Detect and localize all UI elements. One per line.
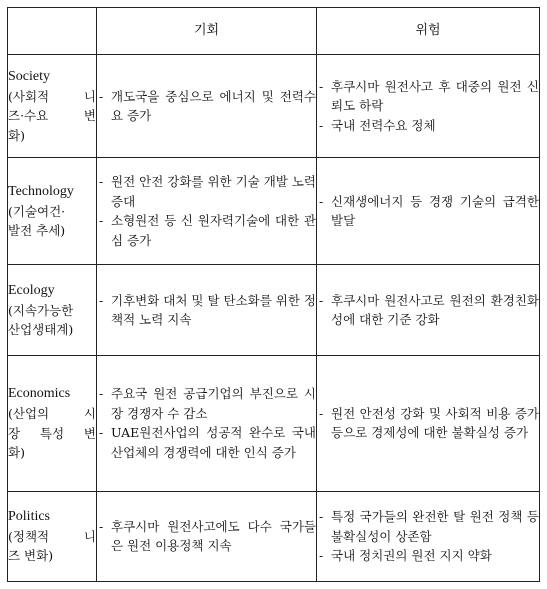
opportunity-list — [97, 291, 316, 330]
opportunity-list — [97, 517, 316, 556]
category-korean-line: 화) — [8, 127, 25, 143]
opportunity-item: - 주요국 원전 공급기업의 부진으로 시장 경쟁자 수 감소 — [97, 384, 316, 423]
opportunity-cell — [97, 55, 317, 158]
header-opportunity: 기회 — [97, 8, 317, 55]
threat-item: - 후쿠시마 원전사고로 원전의 환경친화성에 대한 기준 강화 — [317, 291, 539, 330]
header-threat: 위험 — [317, 8, 540, 55]
category-cell — [8, 491, 97, 581]
category-korean-line: 즈·수요 변 — [8, 108, 96, 124]
category-cell — [8, 355, 97, 491]
category-english: Technology — [8, 183, 74, 199]
threat-cell — [317, 491, 540, 581]
table-row — [8, 491, 540, 581]
category-korean — [8, 527, 96, 566]
table-row — [8, 355, 540, 491]
category-cell — [8, 158, 97, 265]
category-cell — [8, 265, 97, 355]
threat-item: - 신재생에너지 등 경쟁 기술의 급격한 발달 — [317, 192, 539, 231]
header-row — [8, 8, 540, 55]
category-korean — [8, 202, 96, 241]
opportunity-cell — [97, 158, 317, 265]
category-korean-line: 발전 추세) — [8, 223, 66, 239]
category-korean-line: (사회적 니 — [8, 89, 96, 105]
threat-item: - 후쿠시마 원전사고 후 대중의 원전 신뢰도 하락 — [317, 77, 539, 116]
opportunity-item: - 기후변화 대처 및 탈 탄소화를 위한 정책적 노력 지속 — [97, 291, 316, 330]
opportunity-list — [97, 87, 316, 126]
threat-list — [317, 192, 539, 231]
opportunity-list — [97, 384, 316, 462]
opportunity-list — [97, 172, 316, 250]
threat-list — [317, 77, 539, 135]
category-english: Economics — [8, 385, 71, 401]
threat-list — [317, 507, 539, 565]
threat-list — [317, 404, 539, 443]
category-korean-line: (정책적 니 — [8, 529, 96, 545]
opportunity-item: - 소형원전 등 신 원자력기술에 대한 관심 증가 — [97, 211, 316, 250]
category-cell — [8, 55, 97, 158]
category-korean-line: 즈 변화) — [8, 548, 54, 564]
threat-item: - 특정 국가들의 완전한 탈 원전 정책 등 불확실성이 상존함 — [317, 507, 539, 546]
table-row — [8, 55, 540, 158]
threat-cell — [317, 355, 540, 491]
category-english: Society — [8, 68, 50, 84]
category-english: Ecology — [8, 282, 55, 298]
threat-cell — [317, 55, 540, 158]
table-row — [8, 265, 540, 355]
category-korean — [8, 404, 96, 462]
opportunity-item: - UAE원전사업의 성공적 완수로 국내산업체의 경쟁력에 대한 인식 증가 — [97, 423, 316, 462]
category-korean-line: 화) — [8, 445, 25, 461]
table-row — [8, 158, 540, 265]
category-korean-line: (산업의 시 — [8, 406, 96, 422]
category-korean — [8, 87, 96, 145]
category-english: Politics — [8, 508, 51, 524]
opportunity-cell — [97, 355, 317, 491]
opportunity-cell — [97, 265, 317, 355]
threat-item: - 국내 전력수요 정체 — [317, 116, 539, 135]
category-korean-line: 산업생태계) — [8, 322, 74, 338]
steep-analysis-table — [7, 7, 540, 582]
threat-cell — [317, 158, 540, 265]
header-category — [8, 8, 97, 55]
category-korean-line: (지속가능한 — [8, 302, 74, 318]
category-korean-line: (기술여건· — [8, 203, 66, 219]
threat-cell — [317, 265, 540, 355]
opportunity-cell — [97, 491, 317, 581]
category-korean-line: 장 특성 변 — [8, 425, 96, 441]
opportunity-item: - 후쿠시마 원전사고에도 다수 국가들은 원전 이용정책 지속 — [97, 517, 316, 556]
threat-item: - 국내 정치권의 원전 지지 약화 — [317, 546, 539, 565]
threat-item: - 원전 안전성 강화 및 사회적 비용 증가 등으로 경제성에 대한 불확실성 증가 — [317, 404, 539, 443]
threat-list — [317, 291, 539, 330]
opportunity-item: - 개도국을 중심으로 에너지 및 전력수요 증가 — [97, 87, 316, 126]
category-korean — [8, 301, 96, 340]
opportunity-item: - 원전 안전 강화를 위한 기술 개발 노력 증대 — [97, 172, 316, 211]
